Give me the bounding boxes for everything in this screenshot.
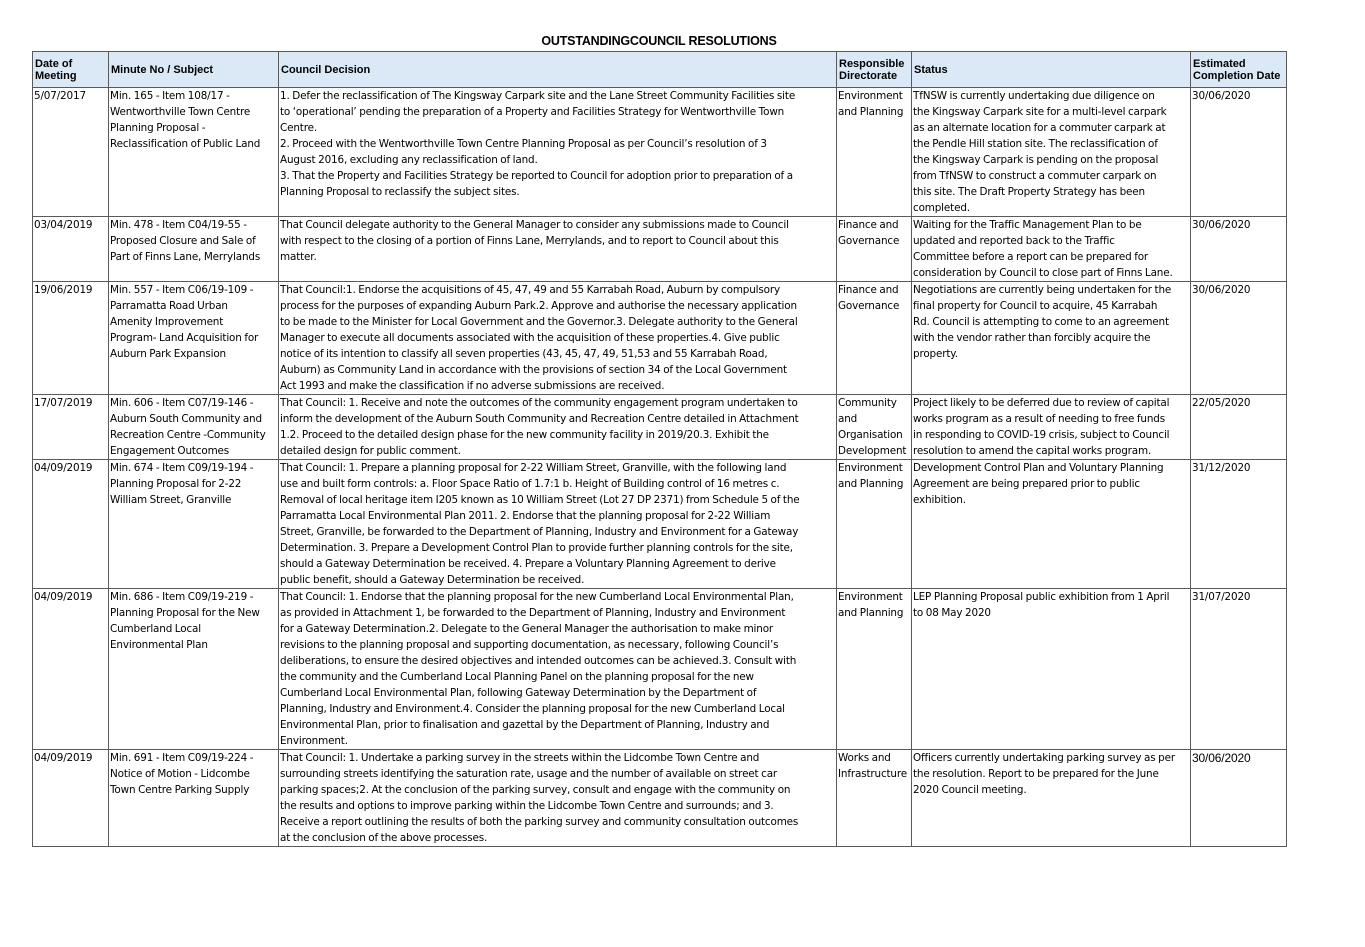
meeting-date-cell-text: 03/04/2019 bbox=[34, 219, 93, 231]
minute-header bbox=[109, 52, 279, 88]
directorate-cell bbox=[837, 217, 912, 282]
status-cell-line: in responding to COVID-19 crisis, subject to Council bbox=[913, 429, 1170, 441]
council-decision-cell-line: deliberations, to ensure the desired objectives and intended outcomes can be achieved.3. Consult with bbox=[280, 655, 797, 667]
resolutions-table bbox=[32, 51, 1287, 847]
council-decision-cell-line: surrounding streets identifying the saturation rate, usage and the number of available on street car bbox=[280, 768, 778, 780]
status-cell-line: with the vendor rather than forcibly acquire the bbox=[913, 332, 1151, 344]
council-decision-cell-line: inform the development of the Auburn South Community and Recreation Centre detailed in Attachment bbox=[280, 413, 799, 425]
minute-subject-cell bbox=[109, 395, 279, 460]
council-decision-cell-line: Parramatta Local Environmental Plan 2011. 2. Endorse that the planning proposal for 2-22 William bbox=[280, 510, 771, 522]
meeting-date-cell bbox=[33, 460, 109, 589]
council-decision-cell-line: 3. That the Property and Facilities Strategy be reported to Council for adoption prior to preparation of a bbox=[280, 170, 793, 182]
meeting-date-cell-text: 04/09/2019 bbox=[34, 752, 93, 764]
estimated-date-cell-text: 30/06/2020 bbox=[1192, 219, 1251, 231]
council-decision-cell-line: should a Gateway Determination be received. 4. Prepare a Voluntary Planning Agreement to derive bbox=[280, 558, 776, 570]
directorate-cell-line: and Planning bbox=[838, 607, 904, 619]
meeting-date-cell-text: 04/09/2019 bbox=[34, 591, 93, 603]
minute-subject-cell-line: Cumberland Local bbox=[110, 623, 201, 635]
council-decision-cell-line: public benefit, should a Gateway Determination be received. bbox=[280, 574, 585, 586]
council-decision-cell bbox=[279, 750, 837, 847]
estimated-date-cell bbox=[1191, 589, 1287, 750]
minute-subject-cell-line: Min. 557 - Item C06/19-109 - bbox=[110, 284, 254, 296]
header-text: Minute No / Subject bbox=[111, 64, 214, 76]
status-cell-line: to 08 May 2020 bbox=[913, 607, 991, 619]
directorate-cell-line: and Planning bbox=[838, 478, 904, 490]
directorate-cell-line: Governance bbox=[838, 300, 900, 312]
estimated-date-cell-text: 22/05/2020 bbox=[1192, 397, 1251, 409]
status-cell-line: Development Control Plan and Voluntary Planning bbox=[913, 462, 1164, 474]
header-text: Council Decision bbox=[281, 64, 371, 76]
directorate-cell-line: and Planning bbox=[838, 106, 904, 118]
estimated-date-cell bbox=[1191, 750, 1287, 847]
minute-subject-cell-line: Environmental Plan bbox=[110, 639, 208, 651]
directorate-cell-line: Finance and bbox=[838, 284, 899, 296]
status-cell-line: Negotiations are currently being undertaken for the bbox=[913, 284, 1172, 296]
directorate-cell-line: Environment bbox=[838, 90, 903, 102]
council-decision-cell bbox=[279, 395, 837, 460]
estimated-date-cell bbox=[1191, 88, 1287, 217]
status-cell-line: the resolution. Report to be prepared for the June bbox=[913, 768, 1159, 780]
status-cell-line: Project likely to be deferred due to review of capital bbox=[913, 397, 1170, 409]
status-cell-line: the Kingsway Carpark is pending on the proposal bbox=[913, 154, 1159, 166]
council-decision-cell-line: revisions to the planning proposal and supporting documentation, as necessary, following Council’s bbox=[280, 639, 779, 651]
status-cell bbox=[912, 750, 1191, 847]
council-decision-cell-line: Street, Granville, be forwarded to the Department of Planning, Industry and Environment for a Gateway bbox=[280, 526, 799, 538]
council-decision-cell-line: to be made to the Minister for Local Government and the Governor.3. Delegate authority to the General bbox=[280, 316, 798, 328]
council-decision-cell-line: matter. bbox=[280, 251, 317, 263]
status-cell-line: Waiting for the Traffic Management Plan to be bbox=[913, 219, 1142, 231]
header-text: Estimated bbox=[1193, 58, 1246, 70]
council-decision-cell-line: the results and options to improve parking within the Lidcombe Town Centre and surrounds; and 3. bbox=[280, 800, 774, 812]
header-text: Meeting bbox=[35, 70, 77, 82]
directorate-cell-line: Environment bbox=[838, 462, 903, 474]
header-row bbox=[33, 52, 1287, 88]
council-decision-cell-line: Receive a report outlining the results of both the parking survey and community consultation outcomes bbox=[280, 816, 799, 828]
council-decision-cell-line: 1.2. Proceed to the detailed design phase for the new community facility in 2019/20.3. Exhibit the bbox=[280, 429, 769, 441]
council-decision-cell-line: parking spaces;2. At the conclusion of the parking survey, consult and engage with the community on bbox=[280, 784, 791, 796]
directorate-header bbox=[837, 52, 912, 88]
minute-subject-cell-line: Part of Finns Lane, Merrylands bbox=[110, 251, 261, 263]
status-cell-line: completed. bbox=[913, 202, 970, 214]
council-decision-cell-line: Determination. 3. Prepare a Development Control Plan to provide further planning controls for the site, bbox=[280, 542, 793, 554]
council-decision-cell-line: with respect to the closing of a portion of Finns Lane, Merrylands, and to report to Council about this bbox=[280, 235, 779, 247]
minute-subject-cell-line: Amenity Improvement bbox=[110, 316, 224, 328]
council-decision-cell-line: Act 1993 and make the classification if no adverse submissions are received. bbox=[280, 380, 665, 392]
meeting-date-cell-text: 17/07/2019 bbox=[34, 397, 93, 409]
minute-subject-cell-line: William Street, Granville bbox=[110, 494, 232, 506]
directorate-cell bbox=[837, 282, 912, 395]
status-cell-line: from TfNSW to construct a commuter carpark on bbox=[913, 170, 1157, 182]
minute-subject-cell-line: Auburn Park Expansion bbox=[110, 348, 226, 360]
minute-subject-cell-line: Recreation Centre -Community bbox=[110, 429, 266, 441]
council-decision-cell-line: That Council:1. Endorse the acquisitions of 45, 47, 49 and 55 Karrabah Road, Auburn by compulsory bbox=[280, 284, 781, 296]
estimated-date-cell-text: 30/06/2020 bbox=[1192, 90, 1251, 102]
directorate-cell-line: Finance and bbox=[838, 219, 899, 231]
council-decision-cell-line: Removal of local heritage item I205 known as 10 William Street (Lot 27 DP 2371) from Schedule 5 of the bbox=[280, 494, 800, 506]
council-decision-cell-line: That Council delegate authority to the General Manager to consider any submissions made to Council bbox=[280, 219, 789, 231]
minute-subject-cell bbox=[109, 589, 279, 750]
table-row bbox=[33, 750, 1287, 847]
meeting-date-cell-text: 04/09/2019 bbox=[34, 462, 93, 474]
directorate-cell bbox=[837, 589, 912, 750]
header-text: Status bbox=[914, 64, 948, 76]
status-cell-line: TfNSW is currently undertaking due diligence on bbox=[913, 90, 1155, 102]
table-row bbox=[33, 217, 1287, 282]
status-cell-line: the Kingsway Carpark site for a multi-level carpark bbox=[913, 106, 1167, 118]
directorate-cell-line: Organisation bbox=[838, 429, 903, 441]
minute-subject-cell-line: Reclassification of Public Land bbox=[110, 138, 261, 150]
directorate-cell-line: Infrastructure bbox=[838, 768, 908, 780]
table-row bbox=[33, 460, 1287, 589]
estimated-header bbox=[1191, 52, 1287, 88]
directorate-cell bbox=[837, 88, 912, 217]
council-decision-cell-line: notice of its intention to classify all seven properties (43, 45, 47, 49, 51,53 and 55 Karrabah Road, bbox=[280, 348, 768, 360]
council-decision-cell-line: Environment. bbox=[280, 735, 348, 747]
meeting-date-cell bbox=[33, 282, 109, 395]
council-decision-cell bbox=[279, 460, 837, 589]
document-title: OUTSTANDINGCOUNCIL RESOLUTIONS bbox=[541, 34, 777, 48]
council-decision-cell-line: as provided in Attachment 1, be forwarded to the Department of Planning, Industry and Environment bbox=[280, 607, 786, 619]
directorate-cell-line: Community bbox=[838, 397, 897, 409]
status-cell-line: exhibition. bbox=[913, 494, 966, 506]
council-decision-cell-line: Auburn) as Community Land in accordance with the provisions of section 34 of the Local Government bbox=[280, 364, 787, 376]
status-cell-line: Rd. Council is attempting to come to an agreement bbox=[913, 316, 1169, 328]
council-decision-cell-line: Manager to execute all documents associated with the acquisition of these properties.4. Give public bbox=[280, 332, 780, 344]
minute-subject-cell-line: Min. 165 - Item 108/17 - bbox=[110, 90, 230, 102]
minute-subject-cell-line: Min. 478 - Item C04/19-55 - bbox=[110, 219, 247, 231]
council-decision-cell-line: Planning, Industry and Environment.4. Consider the planning proposal for the new Cumberland Local bbox=[280, 703, 785, 715]
estimated-date-cell-text: 30/06/2020 bbox=[1192, 284, 1251, 296]
date-header bbox=[33, 52, 109, 88]
council-decision-cell-line: 1. Defer the reclassification of The Kingsway Carpark site and the Lane Street Community Facilities site bbox=[280, 90, 796, 102]
status-cell-line: works program as a result of needing to free funds bbox=[913, 413, 1165, 425]
status-cell-line: consideration by Council to close part of Finns Lane. bbox=[913, 267, 1173, 279]
council-decision-cell-line: at the conclusion of the above processes. bbox=[280, 832, 488, 844]
council-decision-cell-line: Environmental Plan, prior to finalisation and gazettal by the Department of Planning, Industry and bbox=[280, 719, 770, 731]
council-decision-cell-line: process for the purposes of expanding Auburn Park.2. Approve and authorise the necessary application bbox=[280, 300, 797, 312]
council-decision-cell-line: use and built form controls: a. Floor Space Ratio of 1.7:1 b. Height of Building control of 16 metres c. bbox=[280, 478, 780, 490]
council-decision-cell-line: Planning Proposal to reclassify the subject sites. bbox=[280, 186, 520, 198]
meeting-date-cell-text: 5/07/2017 bbox=[34, 90, 86, 102]
directorate-cell bbox=[837, 750, 912, 847]
status-cell-line: Committee before a report can be prepared for bbox=[913, 251, 1149, 263]
table-body bbox=[33, 88, 1287, 847]
minute-subject-cell-line: Min. 686 - Item C09/19-219 - bbox=[110, 591, 254, 603]
council-decision-cell-line: August 2016, excluding any reclassification of land. bbox=[280, 154, 538, 166]
council-decision-cell-line: for a Gateway Determination.2. Delegate to the General Manager the authorisation to make minor bbox=[280, 623, 774, 635]
status-cell-line: the Pendle Hill station site. The reclassification of bbox=[913, 138, 1158, 150]
directorate-cell-line: Works and bbox=[838, 752, 891, 764]
council-decision-cell-line: That Council: 1. Endorse that the planning proposal for the new Cumberland Local Environmental Plan, bbox=[280, 591, 794, 603]
minute-subject-cell-line: Parramatta Road Urban bbox=[110, 300, 228, 312]
estimated-date-cell bbox=[1191, 282, 1287, 395]
meeting-date-cell bbox=[33, 88, 109, 217]
minute-subject-cell-line: Engagement Outcomes bbox=[110, 445, 230, 457]
minute-subject-cell-line: Min. 674 - Item C09/19-194 - bbox=[110, 462, 254, 474]
council-decision-cell-line: Cumberland Local Environmental Plan, following Gateway Determination by the Department of bbox=[280, 687, 757, 699]
status-cell bbox=[912, 589, 1191, 750]
minute-subject-cell-line: Planning Proposal for 2-22 bbox=[110, 478, 242, 490]
status-cell bbox=[912, 395, 1191, 460]
council-decision-cell-line: That Council: 1. Receive and note the outcomes of the community engagement program undertaken to bbox=[280, 397, 798, 409]
council-decision-cell-line: detailed design for public comment. bbox=[280, 445, 461, 457]
minute-subject-cell bbox=[109, 460, 279, 589]
estimated-date-cell-text: 31/12/2020 bbox=[1192, 462, 1251, 474]
directorate-cell-line: Development bbox=[838, 445, 907, 457]
council-decision-cell-line: Centre. bbox=[280, 122, 317, 134]
estimated-date-cell-text: 30/06/2020 bbox=[1192, 751, 1251, 765]
status-cell-line: resolution to amend the capital works program. bbox=[913, 445, 1152, 457]
directorate-cell-line: Governance bbox=[838, 235, 900, 247]
status-cell bbox=[912, 282, 1191, 395]
directorate-cell bbox=[837, 460, 912, 589]
status-header bbox=[912, 52, 1191, 88]
council-decision-cell-line: That Council: 1. Prepare a planning proposal for 2-22 William Street, Granville, with the following land bbox=[280, 462, 787, 474]
minute-subject-cell bbox=[109, 88, 279, 217]
table-row bbox=[33, 589, 1287, 750]
council-decision-cell bbox=[279, 282, 837, 395]
council-decision-cell-line: the community and the Cumberland Local Planning Panel on the planning proposal for the new bbox=[280, 671, 754, 683]
status-cell-line: 2020 Council meeting. bbox=[913, 784, 1027, 796]
council-decision-cell-line: to ‘operational’ pending the preparation of a Property and Facilities Strategy for Wentworthville Town bbox=[280, 106, 785, 118]
council-decision-cell bbox=[279, 217, 837, 282]
minute-subject-cell-line: Wentworthville Town Centre bbox=[110, 106, 251, 118]
minute-subject-cell-line: Min. 691 - Item C09/19-224 - bbox=[110, 752, 254, 764]
minute-subject-cell bbox=[109, 217, 279, 282]
header-text: Completion Date bbox=[1193, 70, 1281, 82]
estimated-date-cell bbox=[1191, 460, 1287, 589]
status-cell-line: final property for Council to acquire, 45 Karrabah bbox=[913, 300, 1158, 312]
directorate-cell-line: Environment bbox=[838, 591, 903, 603]
decision-header bbox=[279, 52, 837, 88]
estimated-date-cell bbox=[1191, 217, 1287, 282]
estimated-date-cell-text: 31/07/2020 bbox=[1192, 591, 1251, 603]
minute-subject-cell-line: Planning Proposal - bbox=[110, 122, 206, 134]
table-row bbox=[33, 395, 1287, 460]
table-row bbox=[33, 282, 1287, 395]
directorate-cell-line: and bbox=[838, 413, 858, 425]
council-decision-cell-line: That Council: 1. Undertake a parking survey in the streets within the Lidcombe Town Centre and bbox=[280, 752, 760, 764]
meeting-date-cell bbox=[33, 217, 109, 282]
minute-subject-cell-line: Town Centre Parking Supply bbox=[110, 784, 250, 796]
table-row bbox=[33, 88, 1287, 217]
status-cell bbox=[912, 460, 1191, 589]
status-cell-line: Officers currently undertaking parking survey as per bbox=[913, 752, 1175, 764]
minute-subject-cell-line: Auburn South Community and bbox=[110, 413, 262, 425]
status-cell-line: property. bbox=[913, 348, 958, 360]
status-cell-line: as an alternate location for a commuter carpark at bbox=[913, 122, 1166, 134]
minute-subject-cell-line: Notice of Motion - Lidcombe bbox=[110, 768, 250, 780]
meeting-date-cell bbox=[33, 395, 109, 460]
minute-subject-cell-line: Proposed Closure and Sale of bbox=[110, 235, 256, 247]
minute-subject-cell-line: Program- Land Acquisition for bbox=[110, 332, 259, 344]
status-cell-line: LEP Planning Proposal public exhibition from 1 April bbox=[913, 591, 1170, 603]
minute-subject-cell-line: Planning Proposal for the New bbox=[110, 607, 260, 619]
council-decision-cell bbox=[279, 88, 837, 217]
estimated-date-cell bbox=[1191, 395, 1287, 460]
meeting-date-cell-text: 19/06/2019 bbox=[34, 284, 93, 296]
minute-subject-cell bbox=[109, 750, 279, 847]
header-text: Directorate bbox=[839, 70, 898, 82]
meeting-date-cell bbox=[33, 589, 109, 750]
status-cell bbox=[912, 217, 1191, 282]
minute-subject-cell-line: Min. 606 - Item C07/19-146 - bbox=[110, 397, 254, 409]
status-cell-line: updated and reported back to the Traffic bbox=[913, 235, 1115, 247]
status-cell-line: Agreement are being prepared prior to public bbox=[913, 478, 1140, 490]
header-text: Responsible bbox=[839, 58, 905, 70]
directorate-cell bbox=[837, 395, 912, 460]
council-decision-cell-line: 2. Proceed with the Wentworthville Town Centre Planning Proposal as per Council’s resolution of 3 bbox=[280, 138, 767, 150]
meeting-date-cell bbox=[33, 750, 109, 847]
minute-subject-cell bbox=[109, 282, 279, 395]
status-cell bbox=[912, 88, 1191, 217]
header-text: Date of bbox=[35, 58, 73, 70]
council-decision-cell bbox=[279, 589, 837, 750]
status-cell-line: this site. The Draft Property Strategy has been bbox=[913, 186, 1145, 198]
